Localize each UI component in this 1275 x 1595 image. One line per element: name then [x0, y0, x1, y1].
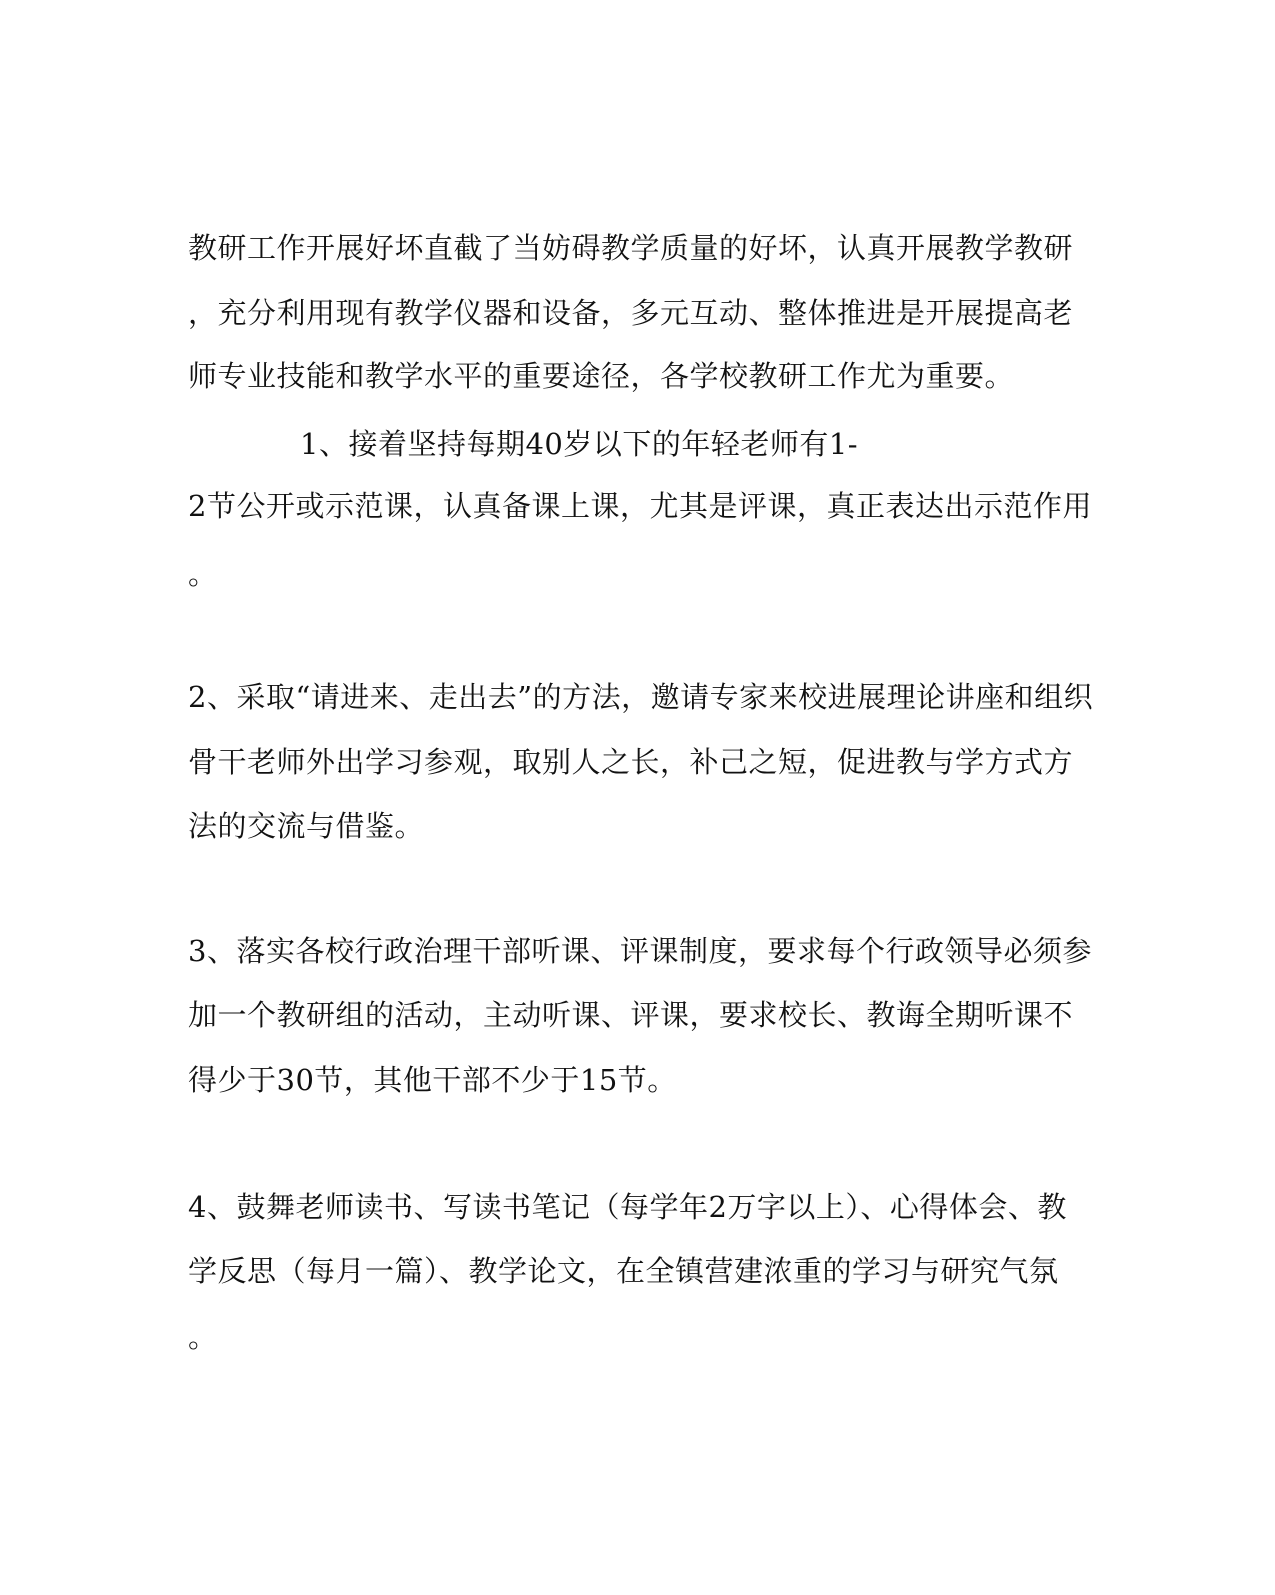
item-4-line-2: 学反思（每月一篇）、教学论文，在全镇营建浓重的学习与研究气氛 [188, 1254, 1059, 1288]
item-3-line-2: 加一个教研组的活动，主动听课、评课，要求校长、教诲全期听课不 [188, 998, 1074, 1032]
item-3-line-3: 得少于30节，其他干部不少于15节。 [188, 1063, 677, 1097]
paragraph-intro-line-1: 教研工作开展好坏直截了当妨碍教学质量的好坏，认真开展教学教研 [188, 231, 1074, 265]
item-1-line-3: 。 [188, 557, 218, 591]
item-4-line-3: 。 [188, 1320, 218, 1354]
item-2-line-3: 法的交流与借鉴。 [188, 809, 425, 843]
item-2-line-1: 2、采取“请进来、走出去”的方法，邀请专家来校进展理论讲座和组织 [188, 680, 1094, 714]
item-1-line-2: 2节公开或示范课，认真备课上课，尤其是评课，真正表达出示范作用 [188, 489, 1092, 523]
paragraph-intro-line-3: 师专业技能和教学水平的重要途径，各学校教研工作尤为重要。 [188, 359, 1015, 393]
item-4-line-1: 4、鼓舞老师读书、写读书笔记（每学年2万字以上）、心得体会、教 [188, 1190, 1067, 1224]
paragraph-intro-line-2: ，充分利用现有教学仪器和设备，多元互动、整体推进是开展提高老 [188, 296, 1074, 330]
item-3-line-1: 3、落实各校行政治理干部听课、评课制度，要求每个行政领导必须参 [188, 934, 1092, 968]
item-1-line-1: 1、接着坚持每期40岁以下的年轻老师有1- [300, 427, 859, 461]
item-2-line-2: 骨干老师外出学习参观，取别人之长，补己之短，促进教与学方式方 [188, 745, 1074, 779]
